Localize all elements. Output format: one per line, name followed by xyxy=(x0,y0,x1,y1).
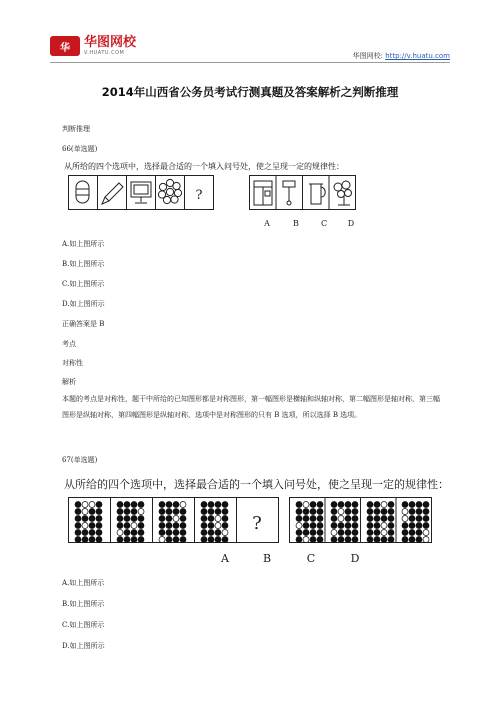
q67-grid-dot xyxy=(367,509,373,515)
q67-grid-dot xyxy=(75,530,81,536)
q67-grid-dot xyxy=(138,530,144,536)
q66-option-d-icon xyxy=(334,181,352,205)
q66-answer: 正确答案是 B xyxy=(62,320,105,328)
q67-number: 67(单选题) xyxy=(62,456,98,464)
q66-circle-ring-icon xyxy=(158,179,181,203)
q67-grid-dot xyxy=(124,509,130,515)
q67-grid-dot xyxy=(374,516,380,522)
q67-grid-dot xyxy=(423,537,429,543)
q67-grid-dot xyxy=(331,523,337,529)
q67-grid-dot xyxy=(222,502,228,508)
q66-option-a-icon xyxy=(254,181,272,205)
q66-capsule-icon xyxy=(76,181,89,203)
q67-grid-dot xyxy=(409,516,415,522)
q67-grid-dot xyxy=(317,523,323,529)
q67-grid-dot xyxy=(338,530,344,536)
q67-grid-dot xyxy=(89,523,95,529)
q67-grid-dot xyxy=(296,523,302,529)
q67-figure xyxy=(68,497,436,567)
q67-grid-dot xyxy=(388,516,394,522)
q67-grid-dot xyxy=(180,530,186,536)
q67-grid-dot xyxy=(416,502,422,508)
q67-grid-dot xyxy=(402,530,408,536)
q67-grid-dot xyxy=(416,516,422,522)
q67-grid-dot xyxy=(352,516,358,522)
q67-grid-dot xyxy=(381,509,387,515)
q67-grid-dot xyxy=(159,523,165,529)
q67-grid-dot xyxy=(138,516,144,522)
q67-grid-dot xyxy=(131,509,137,515)
q67-grid-dot xyxy=(201,509,207,515)
q67-grid-dot xyxy=(303,509,309,515)
q67-grid-dot xyxy=(402,537,408,543)
q67-grid-dot xyxy=(96,516,102,522)
q66-kp-label: 考点 xyxy=(62,340,76,348)
q67-grid-dot xyxy=(208,502,214,508)
q67-grid-dot xyxy=(381,537,387,543)
q67-grid-dot xyxy=(409,509,415,515)
header-divider xyxy=(50,62,450,63)
q67-grid-dot xyxy=(215,537,221,543)
q67-grid-dot xyxy=(96,530,102,536)
q67-grid-dot xyxy=(82,537,88,543)
q67-grid-dot xyxy=(75,523,81,529)
q67-grid-dot xyxy=(159,530,165,536)
q66-question-mark: ? xyxy=(195,188,203,203)
q67-grid-dot xyxy=(180,537,186,543)
q66-option-b-icon xyxy=(283,181,295,205)
q67-grid-dot xyxy=(131,502,137,508)
q67-question-mark: ? xyxy=(252,513,262,534)
q67-grid-dot xyxy=(75,516,81,522)
q67-grid-dot xyxy=(159,509,165,515)
logo-en-text: V.HUATU.COM xyxy=(84,50,125,56)
q67-grid-dot xyxy=(345,523,351,529)
q67-grid-dot xyxy=(180,523,186,529)
q67-grid-dot xyxy=(208,509,214,515)
q67-grid-dot xyxy=(89,516,95,522)
q67-grid-dot xyxy=(374,530,380,536)
q67-grid-dot xyxy=(131,523,137,529)
q67-grid-dot xyxy=(96,523,102,529)
q66-monitor-icon xyxy=(131,182,151,203)
q67-grid-dot xyxy=(352,530,358,536)
q67-grid-dot xyxy=(331,530,337,536)
q67-grid-dot xyxy=(374,509,380,515)
q67-grid-dot xyxy=(423,523,429,529)
q67-grid-dot xyxy=(374,523,380,529)
q66-analysis-label: 解析 xyxy=(62,378,76,386)
q66-number: 66(单选题) xyxy=(62,145,98,153)
q67-grid-dot xyxy=(89,502,95,508)
q67-grid-dot xyxy=(166,537,172,543)
q67-grid-dot xyxy=(367,516,373,522)
q67-grid-dot xyxy=(388,509,394,515)
q67-grid-dot xyxy=(75,537,81,543)
q67-grid-dot xyxy=(124,537,130,543)
q67-grid-dot xyxy=(388,523,394,529)
q67-grid-dot xyxy=(317,537,323,543)
q67-grid-dot xyxy=(82,509,88,515)
q67-grid-dot xyxy=(338,516,344,522)
q67-grid-dot xyxy=(388,530,394,536)
q67-grid-dot xyxy=(374,537,380,543)
q67-grid-dot xyxy=(222,530,228,536)
q67-grid-dot xyxy=(222,509,228,515)
page-header xyxy=(0,0,500,66)
q67-grid-dot xyxy=(173,516,179,522)
q67-grid-dot xyxy=(296,502,302,508)
q67-grid-dot xyxy=(138,509,144,515)
q67-grid-dot xyxy=(180,516,186,522)
q67-grid-dot xyxy=(352,502,358,508)
q67-grid-dot xyxy=(82,516,88,522)
q67-grid-dot xyxy=(423,502,429,508)
site-label: 华图网校: xyxy=(352,52,383,60)
q67-grid-dot xyxy=(82,523,88,529)
q67-prompt: 从所给的四个选项中，选择最合适的一个填入问号处，使之呈现一定的规律性： xyxy=(64,478,449,491)
q67-grid-dot xyxy=(166,523,172,529)
q67-grid-dot xyxy=(317,530,323,536)
q67-grid-dot xyxy=(416,509,422,515)
q67-grid-dot xyxy=(352,523,358,529)
q67-grid-dot xyxy=(166,516,172,522)
q67-letter-b: B xyxy=(262,552,272,565)
q67-grid-dot xyxy=(381,523,387,529)
q67-grid-dot xyxy=(215,509,221,515)
q67-grid-dot xyxy=(138,523,144,529)
q67-grid-dot xyxy=(173,502,179,508)
q67-grid-dot xyxy=(409,502,415,508)
q66-pencil-icon xyxy=(102,183,123,204)
q66-letter-c: C xyxy=(320,219,328,228)
q67-grid-dot xyxy=(117,523,123,529)
q67-grid-dot xyxy=(117,502,123,508)
q67-grid-dot xyxy=(180,509,186,515)
q66-letter-a: A xyxy=(264,219,270,228)
q67-grid-dot xyxy=(338,523,344,529)
q67-grid-dot xyxy=(117,509,123,515)
q67-grid-dot xyxy=(159,537,165,543)
q67-grid-dot xyxy=(215,530,221,536)
q67-grid-dot xyxy=(131,516,137,522)
q67-grid-dot xyxy=(423,509,429,515)
q67-grid-dot xyxy=(89,530,95,536)
q67-grid-dot xyxy=(89,509,95,515)
q67-grid-dot xyxy=(367,530,373,536)
q67-grid-dot xyxy=(402,516,408,522)
q67-grid-dot xyxy=(310,523,316,529)
q67-grid-dot xyxy=(388,502,394,508)
q67-option-a: A.如上图所示 xyxy=(62,579,105,587)
section-label: 判断推理 xyxy=(62,125,90,133)
q67-option-b: B.如上图所示 xyxy=(62,600,105,608)
q67-grid-dot xyxy=(89,537,95,543)
q67-grid-dot xyxy=(423,516,429,522)
q67-grid-dot xyxy=(131,537,137,543)
huatu-logo xyxy=(50,36,136,56)
q67-grid-dot xyxy=(345,502,351,508)
q67-grid-dot xyxy=(303,530,309,536)
q67-grid-dot xyxy=(331,516,337,522)
q67-grid-dot xyxy=(310,516,316,522)
q67-grid-dot xyxy=(131,530,137,536)
q67-grid-dot xyxy=(124,502,130,508)
q67-grid-dot xyxy=(352,509,358,515)
q67-grid-dot xyxy=(222,523,228,529)
q67-grid-dot xyxy=(201,516,207,522)
q67-grid-dot xyxy=(215,516,221,522)
q67-grid-dot xyxy=(303,537,309,543)
q67-grid-dot xyxy=(96,502,102,508)
q67-letter-c: C xyxy=(306,552,316,565)
q67-grid-dot xyxy=(180,502,186,508)
q67-grid-dot xyxy=(388,537,394,543)
q67-grid-dot xyxy=(201,523,207,529)
q67-grid-dot xyxy=(367,523,373,529)
q67-grid-dot xyxy=(331,537,337,543)
q67-grid-dot xyxy=(310,530,316,536)
q67-grid-dot xyxy=(409,523,415,529)
logo-mark-icon: 华 xyxy=(50,36,80,56)
q67-grid-dot xyxy=(367,537,373,543)
q67-grid-dot xyxy=(159,502,165,508)
q66-kp-value: 对称性 xyxy=(62,359,83,367)
q67-grid-dot xyxy=(117,516,123,522)
q67-grid-dot xyxy=(96,509,102,515)
q67-grid-dot xyxy=(310,537,316,543)
q67-grid-dot xyxy=(296,509,302,515)
q67-grid-dot xyxy=(402,509,408,515)
q67-grid-dot xyxy=(338,537,344,543)
q67-grid-dot xyxy=(381,516,387,522)
q66-option-c-icon xyxy=(309,184,325,204)
q67-grid-dot xyxy=(166,502,172,508)
q67-grid-dot xyxy=(352,537,358,543)
q67-grid-dot xyxy=(82,530,88,536)
q67-grid-dot xyxy=(381,502,387,508)
q67-grid-dot xyxy=(416,530,422,536)
q67-grid-dot xyxy=(317,502,323,508)
q67-grid-dot xyxy=(208,530,214,536)
q67-grid-dot xyxy=(201,530,207,536)
q67-grid-dot xyxy=(303,523,309,529)
q67-grid-dot xyxy=(423,530,429,536)
q66-stem-frame xyxy=(69,176,214,210)
q67-grid-dot xyxy=(296,537,302,543)
q66-analysis-text: 本题的考点是对称性，题干中所给的已知图形都是对称图形，第一幅图形是横轴和纵轴对称，第二幅图形是轴对称，第三幅图形是纵轴对称，第四幅图形是纵轴对称，选项中是对称图形的只有 B 选项，所以选择 B 选项。 xyxy=(62,395,440,419)
q67-grid-dot xyxy=(166,530,172,536)
q67-grid-dot xyxy=(201,537,207,543)
q67-grid-dot xyxy=(296,516,302,522)
q67-grid-dot xyxy=(402,502,408,508)
q67-option-c: C.如上图所示 xyxy=(62,621,105,629)
q67-grid-dot xyxy=(222,537,228,543)
q67-grid-dot xyxy=(409,530,415,536)
q66-letter-d: D xyxy=(347,219,355,228)
q67-grid-dot xyxy=(208,537,214,543)
q67-grid-dot xyxy=(124,516,130,522)
q67-grid-dot xyxy=(124,523,130,529)
q67-letter-d: D xyxy=(350,552,360,565)
q67-grid-dot xyxy=(208,516,214,522)
q66-letter-b: B xyxy=(293,219,299,228)
q67-grid-dot xyxy=(75,502,81,508)
q67-grid-dot xyxy=(331,509,337,515)
q67-grid-dot xyxy=(345,530,351,536)
q67-grid-dot xyxy=(345,537,351,543)
q67-grid-dot xyxy=(338,502,344,508)
q66-option-d: D.如上图所示 xyxy=(62,300,105,308)
q67-grid-dot xyxy=(75,509,81,515)
q66-prompt: 从所给的四个选项中，选择最合适的一个填入问号处，使之呈现一定的规律性： xyxy=(64,162,344,171)
q67-grid-dot xyxy=(208,523,214,529)
q67-grid-dot xyxy=(96,537,102,543)
q67-grid-dot xyxy=(303,516,309,522)
logo-cn-text: 华图网校 xyxy=(84,35,137,50)
q66-option-a: A.如上图所示 xyxy=(62,240,105,248)
q67-grid-dot xyxy=(416,537,422,543)
q67-grid-dot xyxy=(310,502,316,508)
q67-grid-dot xyxy=(166,509,172,515)
site-link[interactable]: http://v.huatu.com xyxy=(385,52,450,60)
q67-option-d: D.如上图所示 xyxy=(62,642,105,650)
q67-grid-dot xyxy=(222,516,228,522)
q67-grid-dot xyxy=(173,523,179,529)
document-title: 2014年山西省公务员考试行测真题及答案解析之判断推理 xyxy=(101,85,399,99)
q67-grid-dot xyxy=(374,502,380,508)
q67-grid-dot xyxy=(310,509,316,515)
q66-option-b: B.如上图所示 xyxy=(62,260,105,268)
q67-grid-dot xyxy=(367,502,373,508)
q67-grid-dot xyxy=(409,537,415,543)
q67-grid-dot xyxy=(138,537,144,543)
q67-grid-dot xyxy=(317,509,323,515)
q67-grid-dot xyxy=(331,502,337,508)
q67-grid-dot xyxy=(82,502,88,508)
site-info xyxy=(353,51,450,61)
q67-grid-dot xyxy=(381,530,387,536)
q67-grid-dot xyxy=(338,509,344,515)
q67-grid-dot xyxy=(124,530,130,536)
q67-grid-dot xyxy=(173,537,179,543)
q67-grid-dot xyxy=(215,523,221,529)
q66-option-c: C.如上图所示 xyxy=(62,280,105,288)
q66-figure xyxy=(68,175,358,230)
q67-grid-dot xyxy=(402,523,408,529)
q67-grid-dot xyxy=(345,516,351,522)
q67-letter-a: A xyxy=(221,552,229,565)
q67-grid-dot xyxy=(345,509,351,515)
q67-grid-dot xyxy=(416,523,422,529)
q67-grid-dot xyxy=(317,516,323,522)
q67-grid-dot xyxy=(138,502,144,508)
q67-grid-dot xyxy=(117,530,123,536)
q67-grid-dot xyxy=(303,502,309,508)
q67-grid-dot xyxy=(117,537,123,543)
q67-grid-dot xyxy=(215,502,221,508)
q67-grid-dot xyxy=(296,530,302,536)
q67-grid-dot xyxy=(159,516,165,522)
q67-grid-dot xyxy=(173,509,179,515)
q67-grid-dot xyxy=(173,530,179,536)
q67-grid-dot xyxy=(201,502,207,508)
